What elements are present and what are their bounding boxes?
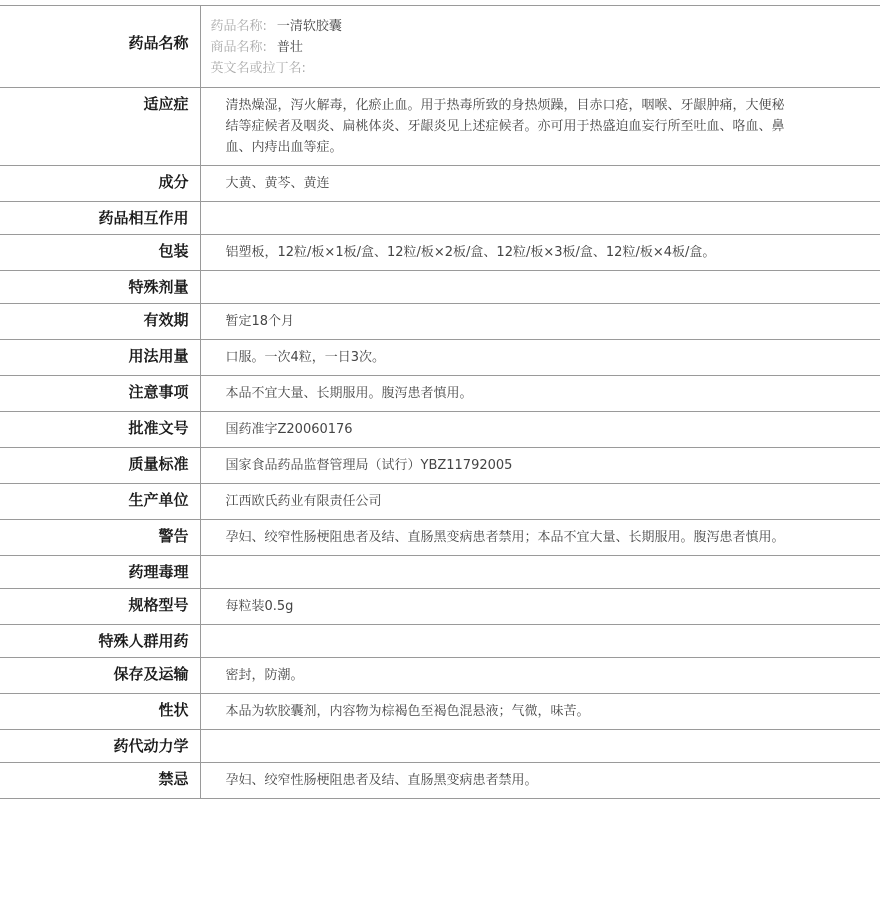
spec-row bbox=[0, 658, 880, 694]
row-value bbox=[200, 202, 880, 235]
row-value: 国家食品药品监督管理局（试行）YBZ11792005 bbox=[200, 448, 880, 484]
latin-name-key: 英文名或拉丁名: bbox=[210, 61, 306, 76]
row-value: 本品不宜大量、长期服用。腹泻患者慎用。 bbox=[200, 376, 880, 412]
row-value: 每粒装0.5g bbox=[200, 589, 880, 625]
spec-table-body bbox=[0, 6, 880, 799]
trade-name-key: 商品名称: bbox=[210, 40, 267, 55]
spec-row bbox=[0, 376, 880, 412]
row-value: 江西欧氏药业有限责任公司 bbox=[200, 484, 880, 520]
spec-row bbox=[0, 412, 880, 448]
latin-name-line bbox=[211, 58, 861, 79]
generic-name-line bbox=[211, 16, 861, 37]
spec-row bbox=[0, 520, 880, 556]
spec-row bbox=[0, 202, 880, 235]
row-value bbox=[200, 730, 880, 763]
row-label: 包装 bbox=[0, 235, 200, 271]
row-value: 密封，防潮。 bbox=[200, 658, 880, 694]
spec-row bbox=[0, 589, 880, 625]
row-label: 批准文号 bbox=[0, 412, 200, 448]
spec-row bbox=[0, 625, 880, 658]
drug-name-row bbox=[0, 6, 880, 88]
row-label: 药品相互作用 bbox=[0, 202, 200, 235]
row-value: 孕妇、绞窄性肠梗阻患者及结、直肠黑变病患者禁用。 bbox=[200, 763, 880, 799]
row-label: 注意事项 bbox=[0, 376, 200, 412]
row-label: 生产单位 bbox=[0, 484, 200, 520]
row-value: 铝塑板，12粒/板×1板/盒、12粒/板×2板/盒、12粒/板×3板/盒、12粒/板×4板/盒。 bbox=[200, 235, 880, 271]
row-label: 药品名称 bbox=[0, 6, 200, 88]
generic-name-value: 一清软胶囊 bbox=[276, 19, 342, 34]
row-label: 用法用量 bbox=[0, 340, 200, 376]
row-label: 特殊剂量 bbox=[0, 271, 200, 304]
spec-row bbox=[0, 448, 880, 484]
row-label: 适应症 bbox=[0, 88, 200, 166]
spec-row bbox=[0, 88, 880, 166]
spec-row bbox=[0, 763, 880, 799]
spec-row bbox=[0, 694, 880, 730]
row-label: 警告 bbox=[0, 520, 200, 556]
row-label: 质量标准 bbox=[0, 448, 200, 484]
row-label: 规格型号 bbox=[0, 589, 200, 625]
spec-row bbox=[0, 235, 880, 271]
spec-row bbox=[0, 484, 880, 520]
row-value: 大黄、黄芩、黄连 bbox=[200, 166, 880, 202]
row-label: 药代动力学 bbox=[0, 730, 200, 763]
spec-row bbox=[0, 730, 880, 763]
row-label: 成分 bbox=[0, 166, 200, 202]
drug-name-block bbox=[200, 6, 880, 88]
row-value: 口服。一次4粒，一日3次。 bbox=[200, 340, 880, 376]
spec-row bbox=[0, 166, 880, 202]
drug-spec-table bbox=[0, 5, 880, 799]
row-value: 孕妇、绞窄性肠梗阻患者及结、直肠黑变病患者禁用；本品不宜大量、长期服用。腹泻患者慎用。 bbox=[200, 520, 880, 556]
row-label: 性状 bbox=[0, 694, 200, 730]
row-label: 特殊人群用药 bbox=[0, 625, 200, 658]
spec-row bbox=[0, 304, 880, 340]
row-value: 清热燥湿，泻火解毒，化瘀止血。用于热毒所致的身热烦躁，目赤口疮，咽喉、牙龈肿痛，大便秘结等症候者及咽炎、扁桃体炎、牙龈炎见上述症候者。亦可用于热盛迫血妄行所至吐血、咯血、鼻血、内痔出血等症。 bbox=[200, 88, 880, 166]
row-value bbox=[200, 556, 880, 589]
trade-name-line bbox=[211, 37, 861, 58]
row-label: 有效期 bbox=[0, 304, 200, 340]
spec-row bbox=[0, 556, 880, 589]
spec-row bbox=[0, 340, 880, 376]
row-label: 药理毒理 bbox=[0, 556, 200, 589]
row-label: 禁忌 bbox=[0, 763, 200, 799]
generic-name-key: 药品名称: bbox=[210, 19, 267, 34]
row-value: 暂定18个月 bbox=[200, 304, 880, 340]
row-value: 本品为软胶囊剂，内容物为棕褐色至褐色混悬液；气微，味苦。 bbox=[200, 694, 880, 730]
trade-name-value: 普壮 bbox=[276, 40, 303, 55]
spec-row bbox=[0, 271, 880, 304]
row-value: 国药准字Z20060176 bbox=[200, 412, 880, 448]
row-value bbox=[200, 625, 880, 658]
row-label: 保存及运输 bbox=[0, 658, 200, 694]
row-value bbox=[200, 271, 880, 304]
